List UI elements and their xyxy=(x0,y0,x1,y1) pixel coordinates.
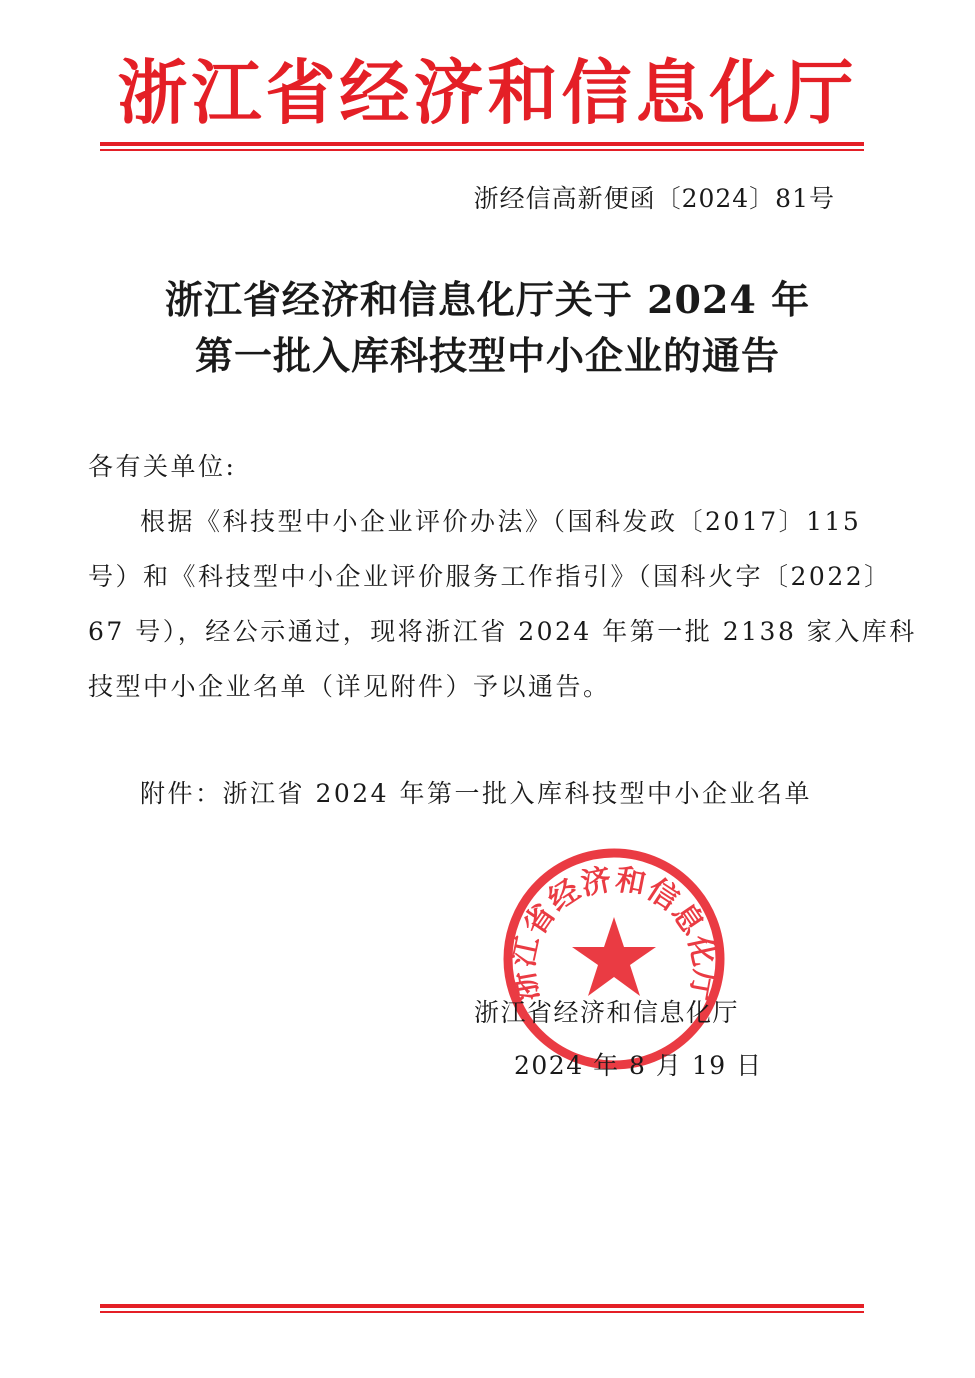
letterhead-rule-thin xyxy=(100,149,864,151)
attachment-note: 附件：浙江省 2024 年第一批入库科技型中小企业名单 xyxy=(140,779,813,808)
body-line: 号）和《科技型中小企业评价服务工作指引》（国科火字〔2022〕 xyxy=(88,562,892,591)
document-title-line-1: 浙江省经济和信息化厅关于 2024 年 xyxy=(164,277,811,322)
footer-rule-thin xyxy=(100,1311,864,1313)
signature-date: 2024 年 8 月 19 日 xyxy=(514,1051,763,1080)
official-seal xyxy=(500,845,728,1073)
letterhead-rule-thick xyxy=(100,142,864,146)
signature-org: 浙江省经济和信息化厅 xyxy=(474,998,740,1027)
salutation: 各有关单位: xyxy=(88,452,237,481)
body-line: 67 号），经公示通过，现将浙江省 2024 年第一批 2138 家入库科 xyxy=(88,617,917,646)
seal-text: 浙江省经济和信息化厅 xyxy=(505,862,723,1005)
letterhead-title: 浙江省经济和信息化厅 xyxy=(117,52,858,134)
body-line: 根据《科技型中小企业评价办法》（国科发政〔2017〕115 xyxy=(140,507,862,536)
body-line: 技型中小企业名单（详见附件）予以通告。 xyxy=(88,672,611,701)
document-number: 浙经信高新便函〔2024〕81号 xyxy=(473,184,835,213)
document-title-line-2: 第一批入库科技型中小企业的通告 xyxy=(194,333,780,378)
footer-rule-thick xyxy=(100,1304,864,1308)
star-icon xyxy=(572,917,656,996)
